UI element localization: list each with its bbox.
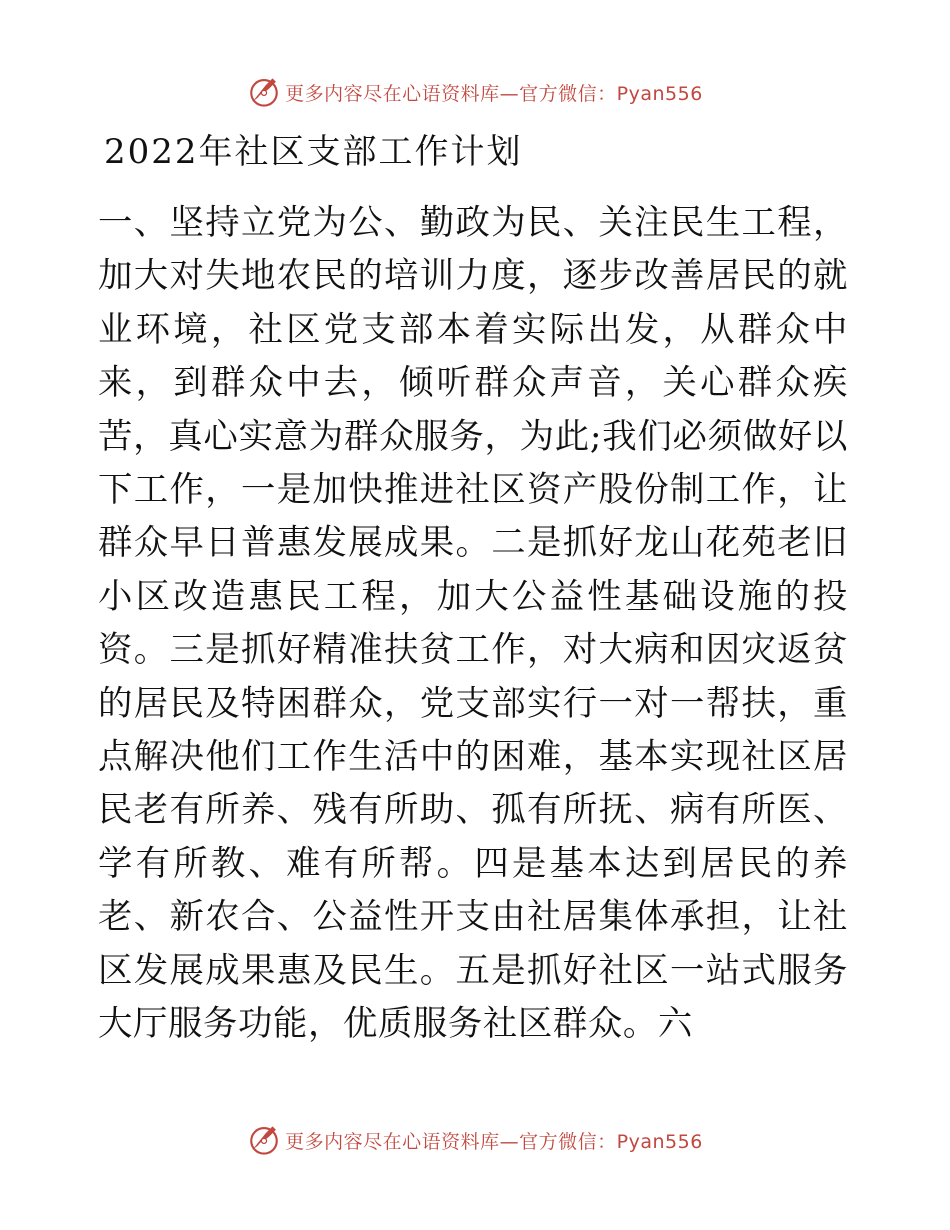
document-paragraph: 一、坚持立党为公、勤政为民、关注民生工程，加大对失地农民的培训力度，逐步改善居民的就业环境，社区党支部本着实际出发，从群众中来，到群众中去，倾听群众声音，关心群众疾苦，真心实意为群众服务，为此;我们必须做好以下工作，一是加快推进社区资产股份制工作，让群众早日普惠发展成果。二是抓好龙山花苑老旧小区改造惠民工程，加大公益性基础设施的投资。三是抓好精准扶贫工作，对大病和因灾返贫的居民及特困群众，党支部实行一对一帮扶，重点解决他们工作生活中的困难，基本实现社区居民老有所养、残有所助、孤有所抚、病有所医、学有所教、难有所帮。四是基本达到居民的养老、新农合、公益性开支由社居集体承担，让社区发展成果惠及民生。五是抓好社区一站式服务大厅服务功能，优质服务社区群众。六 (98, 203, 848, 1045)
pen-nib-logo-icon (247, 1123, 281, 1157)
watermark-text: 更多内容尽在心语资料库—官方微信：Pyan556 (285, 82, 703, 105)
footer-watermark-banner (0, 1120, 950, 1160)
pen-nib-logo-icon (247, 75, 281, 109)
watermark-text: 更多内容尽在心语资料库—官方微信：Pyan556 (285, 1130, 703, 1153)
header-watermark-banner (0, 72, 950, 112)
document-title: 2022年社区支部工作计划 (104, 132, 523, 172)
